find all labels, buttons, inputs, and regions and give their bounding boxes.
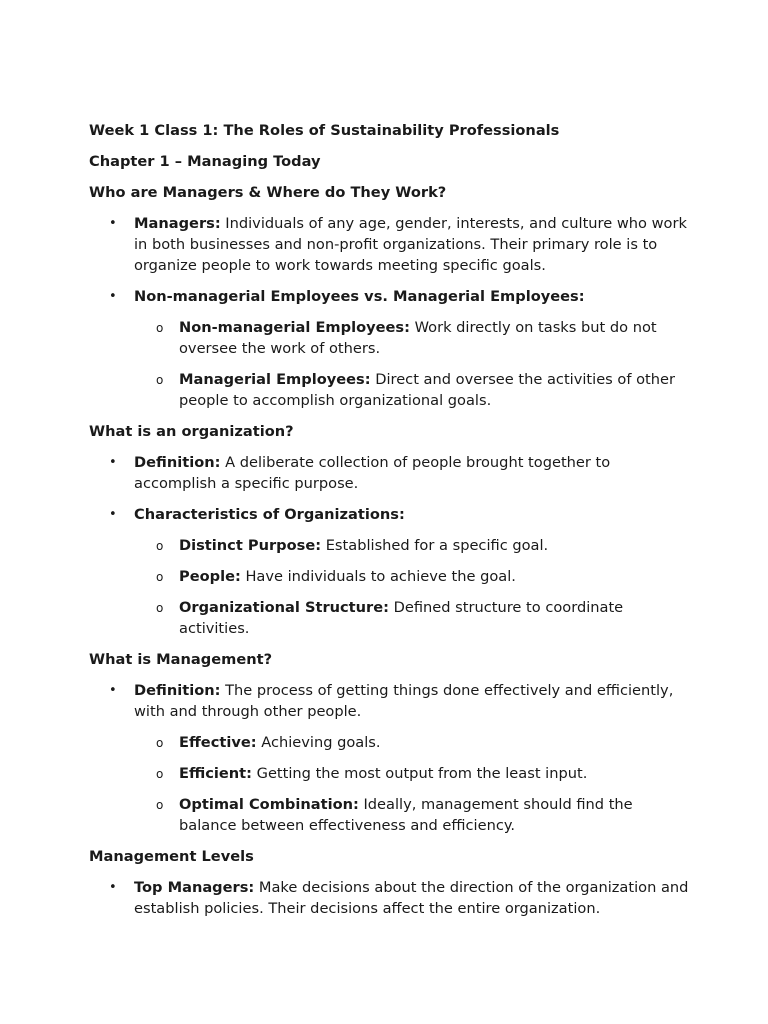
bullet-icon: • — [109, 683, 117, 698]
item-lead: Characteristics of Organizations: — [134, 506, 405, 523]
sub-item-lead: Optimal Combination: — [179, 796, 359, 813]
document-title: Week 1 Class 1: The Roles of Sustainability Professionals — [89, 122, 560, 139]
bullet-list — [89, 213, 689, 411]
section-heading: Management Levels — [89, 848, 254, 865]
list-item — [89, 877, 689, 919]
section-heading: What is Management? — [89, 651, 273, 668]
bullet-icon: • — [109, 216, 117, 231]
document-body — [89, 182, 689, 919]
sub-list-item — [89, 535, 689, 556]
sub-item-text: Have individuals to achieve the goal. — [240, 568, 516, 585]
sub-bullet-icon: o — [156, 539, 164, 553]
list-item — [89, 286, 689, 307]
sub-list-item — [89, 369, 689, 411]
sub-list-item — [89, 763, 689, 784]
list-item — [89, 213, 689, 276]
sub-item-text: Defined structure to coordinate activities. — [179, 599, 624, 637]
bullet-icon: • — [109, 455, 117, 470]
bullet-icon: • — [109, 880, 117, 895]
item-text: Make decisions about the direction of the organization and establish policies. Their decisions affect the entire organization. — [134, 879, 689, 917]
item-text: The process of getting things done effectively and efficiently, with and through other people. — [134, 682, 674, 720]
bullet-list — [89, 452, 689, 639]
sub-item-lead: People: — [179, 568, 241, 585]
sub-list-item — [89, 317, 689, 359]
sub-bullet-icon: o — [156, 798, 164, 812]
sub-bullet-icon: o — [156, 373, 164, 387]
item-text: A deliberate collection of people brought together to accomplish a specific purpose. — [134, 454, 611, 492]
sub-item-text: Direct and oversee the activities of other people to accomplish organizational goals. — [179, 371, 675, 409]
item-lead: Non-managerial Employees vs. Managerial Employees: — [134, 288, 585, 305]
bullet-icon: • — [109, 507, 117, 522]
bullet-list — [89, 877, 689, 919]
sub-item-lead: Organizational Structure: — [179, 599, 389, 616]
item-lead: Managers: — [134, 215, 221, 232]
sub-bullet-icon: o — [156, 321, 164, 335]
section-heading: Who are Managers & Where do They Work? — [89, 184, 447, 201]
item-text: Individuals of any age, gender, interests, and culture who work in both businesses and non-profit organizations. Their primary role is to organize people to work towards meeting specific goals. — [134, 215, 687, 274]
sub-item-lead: Non-managerial Employees: — [179, 319, 410, 336]
sub-item-text: Work directly on tasks but do not oversee the work of others. — [179, 319, 657, 357]
chapter-title: Chapter 1 – Managing Today — [89, 153, 321, 170]
item-lead: Definition: — [134, 682, 221, 699]
sub-item-lead: Distinct Purpose: — [179, 537, 322, 554]
list-item — [89, 680, 689, 722]
list-item — [89, 504, 689, 525]
item-lead: Definition: — [134, 454, 221, 471]
sub-item-lead: Managerial Employees: — [179, 371, 371, 388]
sub-item-lead: Effective: — [179, 734, 257, 751]
bullet-list — [89, 680, 689, 836]
sub-bullet-icon: o — [156, 767, 164, 781]
sub-list-item — [89, 732, 689, 753]
item-lead: Top Managers: — [134, 879, 255, 896]
document-page — [89, 120, 689, 929]
bullet-icon: • — [109, 289, 117, 304]
list-item — [89, 452, 689, 494]
sub-item-text: Established for a specific goal. — [321, 537, 549, 554]
section-heading: What is an organization? — [89, 423, 294, 440]
sub-item-text: Getting the most output from the least input. — [252, 765, 588, 782]
sub-list-item — [89, 597, 689, 639]
sub-item-text: Achieving goals. — [256, 734, 381, 751]
sub-bullet-icon: o — [156, 601, 164, 615]
sub-list-item — [89, 566, 689, 587]
sub-bullet-icon: o — [156, 736, 164, 750]
sub-item-lead: Efficient: — [179, 765, 252, 782]
sub-list-item — [89, 794, 689, 836]
sub-bullet-icon: o — [156, 570, 164, 584]
sub-item-text: Ideally, management should find the balance between effectiveness and efficiency. — [179, 796, 633, 834]
